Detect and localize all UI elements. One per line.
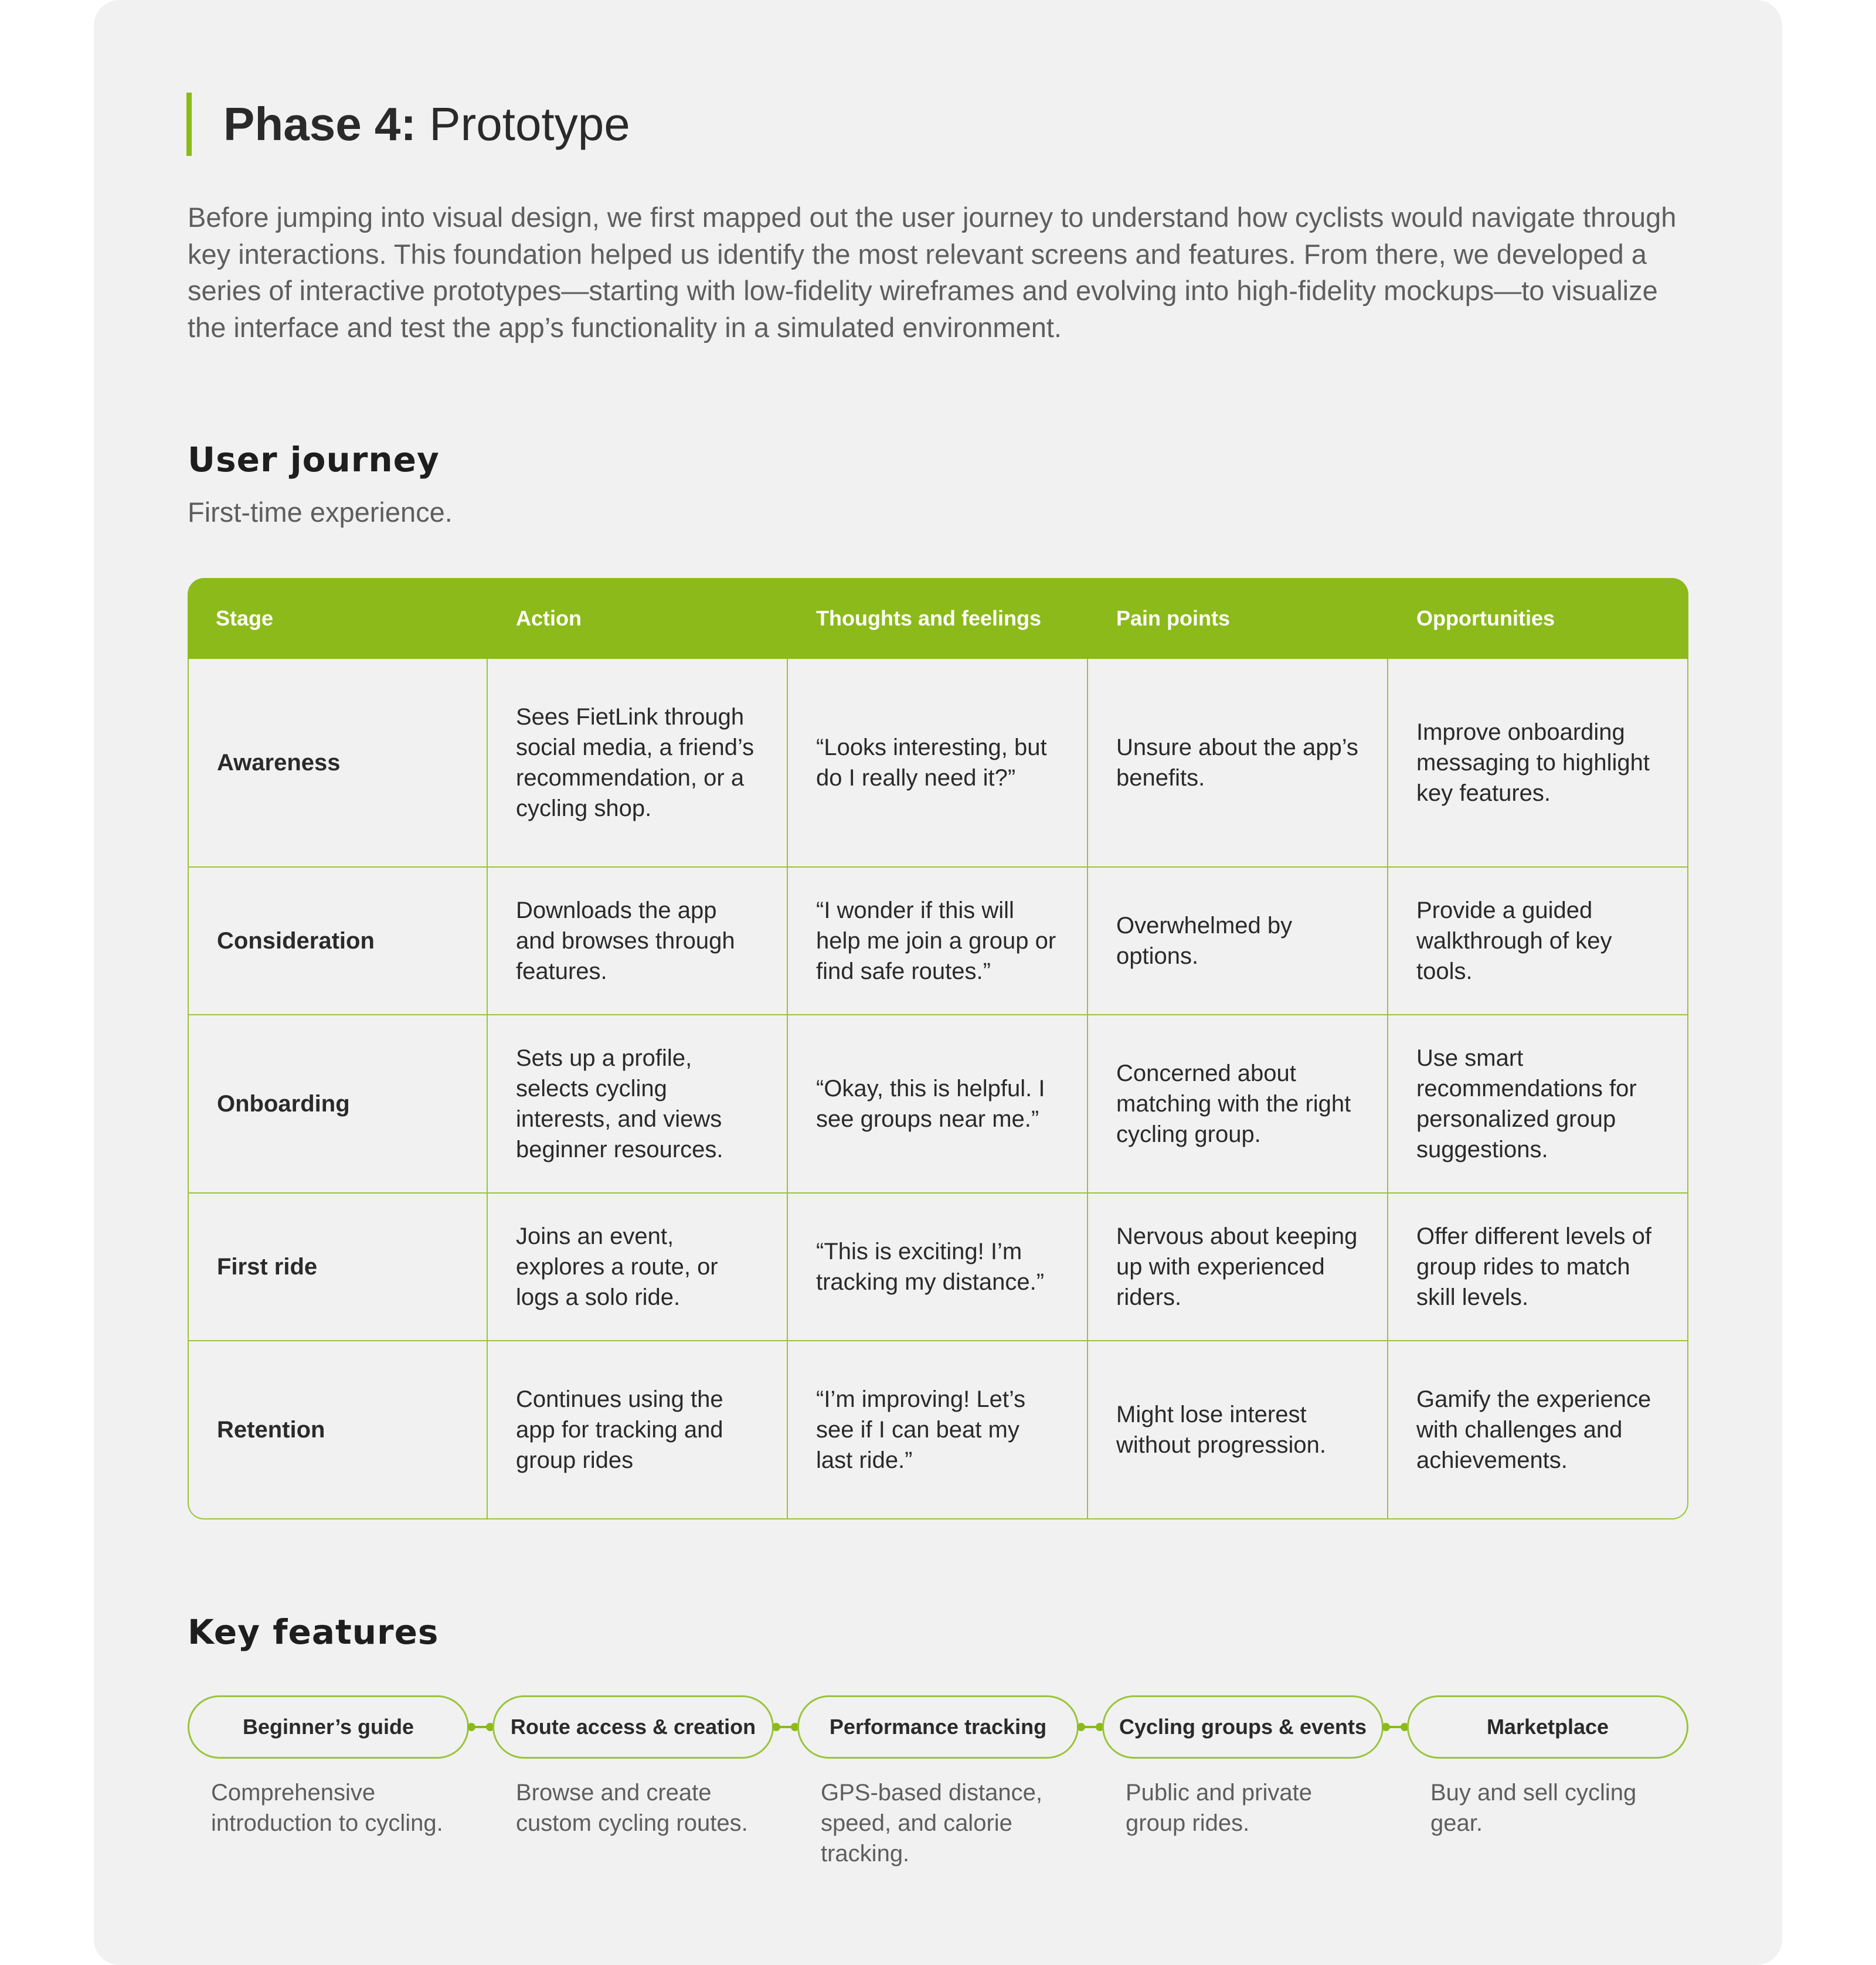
pain-points-cell: Concerned about matching with the right cycling group. <box>1088 1015 1388 1194</box>
opportunities-cell: Use smart recommendations for personalized group suggestions. <box>1388 1015 1688 1194</box>
table-row <box>188 659 1688 868</box>
thoughts-cell: “This is exciting! I’m tracking my distance.” <box>788 1194 1088 1341</box>
feature-description: GPS-based distance, speed, and calorie tracking. <box>821 1780 1042 1867</box>
pain-points-cell: Overwhelmed by options. <box>1088 868 1388 1015</box>
stage-cell: Awareness <box>188 659 488 868</box>
column-header: Opportunities <box>1388 578 1688 659</box>
feature-pill: Cycling groups & events <box>1102 1695 1384 1759</box>
feature-cycling-groups <box>1102 1695 1384 1838</box>
user-journey-heading: User journey <box>188 440 440 480</box>
feature-pill: Marketplace <box>1407 1695 1688 1759</box>
connector-line <box>1079 1726 1102 1728</box>
intro-paragraph: Before jumping into visual design, we first mapped out the user journey to understand how cyclists would navigate through key interactions. This foundation helped us identify the most relevant screens and features. From there, we developed a series of interactive prototypes—starting with low-fidelity wireframes and evolving into high-fidelity mockups—to visualize the interface and test the app’s functionality in a simulated environment. <box>188 202 1677 343</box>
opportunities-cell: Provide a guided walkthrough of key tools. <box>1388 868 1688 1015</box>
column-header: Pain points <box>1088 578 1388 659</box>
table-header-row <box>188 578 1688 659</box>
user-journey-subheading: First-time experience. <box>188 497 453 528</box>
feature-description: Public and private group rides. <box>1126 1780 1312 1836</box>
connector-line <box>469 1726 492 1728</box>
key-features-heading: Key features <box>188 1612 439 1652</box>
feature-beginners-guide <box>188 1695 469 1838</box>
feature-description: Comprehensive introduction to cycling. <box>211 1780 443 1836</box>
user-journey-table <box>188 578 1688 1519</box>
opportunities-cell: Offer different levels of group rides to match skill levels. <box>1388 1194 1688 1341</box>
column-header: Thoughts and feelings <box>788 578 1088 659</box>
stage-cell: Consideration <box>188 868 488 1015</box>
action-cell: Downloads the app and browses through features. <box>488 868 788 1015</box>
table-row <box>188 868 1688 1015</box>
action-cell: Continues using the app for tracking and group rides <box>488 1341 788 1519</box>
action-cell: Joins an event, explores a route, or logs a solo ride. <box>488 1194 788 1341</box>
table-row <box>188 1015 1688 1194</box>
stage-cell: Onboarding <box>188 1015 488 1194</box>
pain-points-cell: Might lose interest without progression. <box>1088 1341 1388 1519</box>
opportunities-cell: Improve onboarding messaging to highlight key features. <box>1388 659 1688 868</box>
pain-points-cell: Unsure about the app’s benefits. <box>1088 659 1388 868</box>
connector-line <box>1384 1726 1407 1728</box>
feature-marketplace <box>1407 1695 1688 1838</box>
thoughts-cell: “Okay, this is helpful. I see groups near me.” <box>788 1015 1088 1194</box>
opportunities-cell: Gamify the experience with challenges and achievements. <box>1388 1341 1688 1519</box>
feature-route-access <box>492 1695 774 1838</box>
column-header: Action <box>488 578 788 659</box>
stage-cell: First ride <box>188 1194 488 1341</box>
thoughts-cell: “I’m improving! Let’s see if I can beat my last ride.” <box>788 1341 1088 1519</box>
phase-name: Prototype <box>429 98 630 150</box>
phase-title <box>186 93 630 156</box>
feature-pill: Beginner’s guide <box>188 1695 469 1759</box>
feature-performance-tracking <box>797 1695 1079 1869</box>
thoughts-cell: “Looks interesting, but do I really need it?” <box>788 659 1088 868</box>
connector-line <box>774 1726 797 1728</box>
feature-pill: Route access & creation <box>492 1695 774 1759</box>
pain-points-cell: Nervous about keeping up with experienced riders. <box>1088 1194 1388 1341</box>
action-cell: Sees FietLink through social media, a friend’s recommendation, or a cycling shop. <box>488 659 788 868</box>
stage-cell: Retention <box>188 1341 488 1519</box>
feature-pill: Performance tracking <box>797 1695 1079 1759</box>
action-cell: Sets up a profile, selects cycling interests, and views beginner resources. <box>488 1015 788 1194</box>
column-header: Stage <box>188 578 488 659</box>
thoughts-cell: “I wonder if this will help me join a group or find safe routes.” <box>788 868 1088 1015</box>
feature-description: Browse and create custom cycling routes. <box>516 1780 748 1836</box>
key-features-flow <box>188 1695 1688 1889</box>
table-row <box>188 1194 1688 1341</box>
phase-label: Phase 4: <box>223 98 417 150</box>
table-row <box>188 1341 1688 1519</box>
feature-description: Buy and sell cycling gear. <box>1430 1780 1637 1836</box>
